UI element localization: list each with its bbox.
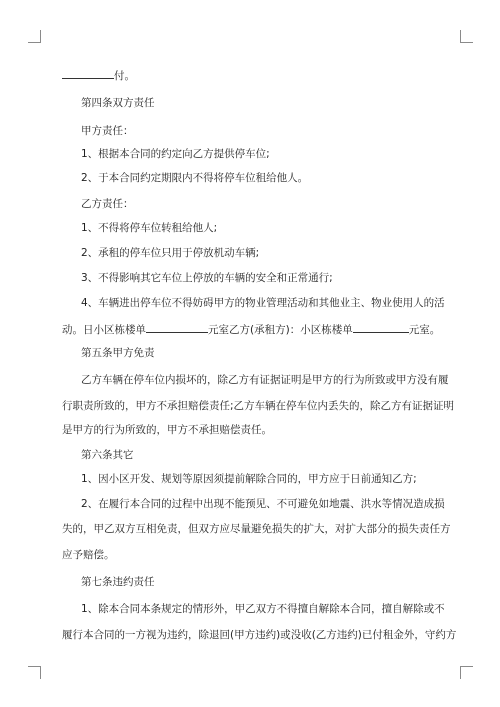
section-heading: 第四条双方责任 [81, 97, 155, 109]
blank-field [146, 321, 208, 333]
crop-mark-top-left [28, 30, 41, 43]
signature-text-c: 元室。 [408, 324, 441, 336]
paragraph-line: 失的，甲乙双方互相免责，但双方应尽量避免损失的扩大，对扩大部分的损失责任方 [62, 523, 451, 535]
clause-line: 1、除本合同本条规定的情形外，甲乙双方不得擅自解除本合同，擅自解除或不 [81, 603, 445, 615]
crop-mark-bottom-left [28, 666, 41, 679]
party-a-heading: 甲方责任： [81, 125, 134, 137]
clause-line: 2、承租的停车位只用于停放机动车辆; [81, 247, 260, 259]
blank-field [62, 67, 114, 79]
section-heading: 第六条其它 [81, 449, 134, 461]
section-heading: 第五条甲方免责 [81, 347, 155, 359]
section-heading: 第七条违约责任 [81, 576, 155, 588]
paragraph-line: 应予赔偿。 [62, 549, 115, 561]
clause-line: 2、于本合同约定期限内不得将停车位租给他人。 [81, 172, 309, 184]
paragraph-line: 是甲方的行为所致的，甲方不承担赔偿责任。 [62, 424, 272, 436]
clause-line: 3、不得影响其它车位上停放的车辆的安全和正常通行; [81, 272, 333, 284]
paragraph-line: 乙方车辆在停车位内损坏的，除乙方有证据证明是甲方的行为所致或甲方没有履 [81, 374, 449, 386]
blank-field [353, 321, 409, 333]
clause-line: 2、在履行本合同的过程中出现不能预见、不可避免如地震、洪水等情况造成损 [81, 498, 445, 510]
paragraph-line: 履行本合同的一方视为违约，除退回(甲方违约)或没收(乙方违约)已付租金外，守约方 [62, 629, 457, 641]
clause-line: 1、不得将停车位转租给他人; [81, 222, 218, 234]
payment-line [62, 67, 135, 81]
crop-mark-bottom-right [460, 666, 473, 679]
signature-text-b: 元室乙方(承租方)：小区栋楼单 [208, 324, 353, 336]
paragraph-line: 行职责所致的，甲方不承担赔偿责任;乙方车辆在停车位内丢失的，除乙方有证据证明 [62, 400, 455, 412]
party-b-heading: 乙方责任： [81, 198, 134, 210]
clause-line: 1、因小区开发、规划等原因须提前解除合同的，甲方应于日前通知乙方; [81, 473, 417, 485]
clause-line: 4、车辆进出停车位不得妨碍甲方的物业管理活动和其他业主、物业使用人的活 [81, 297, 445, 309]
payment-text: 付。 [114, 70, 135, 82]
signature-text-a: 动。日小区栋楼单 [62, 324, 146, 336]
crop-mark-top-right [460, 30, 473, 43]
clause-line: 1、根据本合同的约定向乙方提供停车位; [81, 148, 270, 160]
clause-line-signature [62, 321, 440, 335]
